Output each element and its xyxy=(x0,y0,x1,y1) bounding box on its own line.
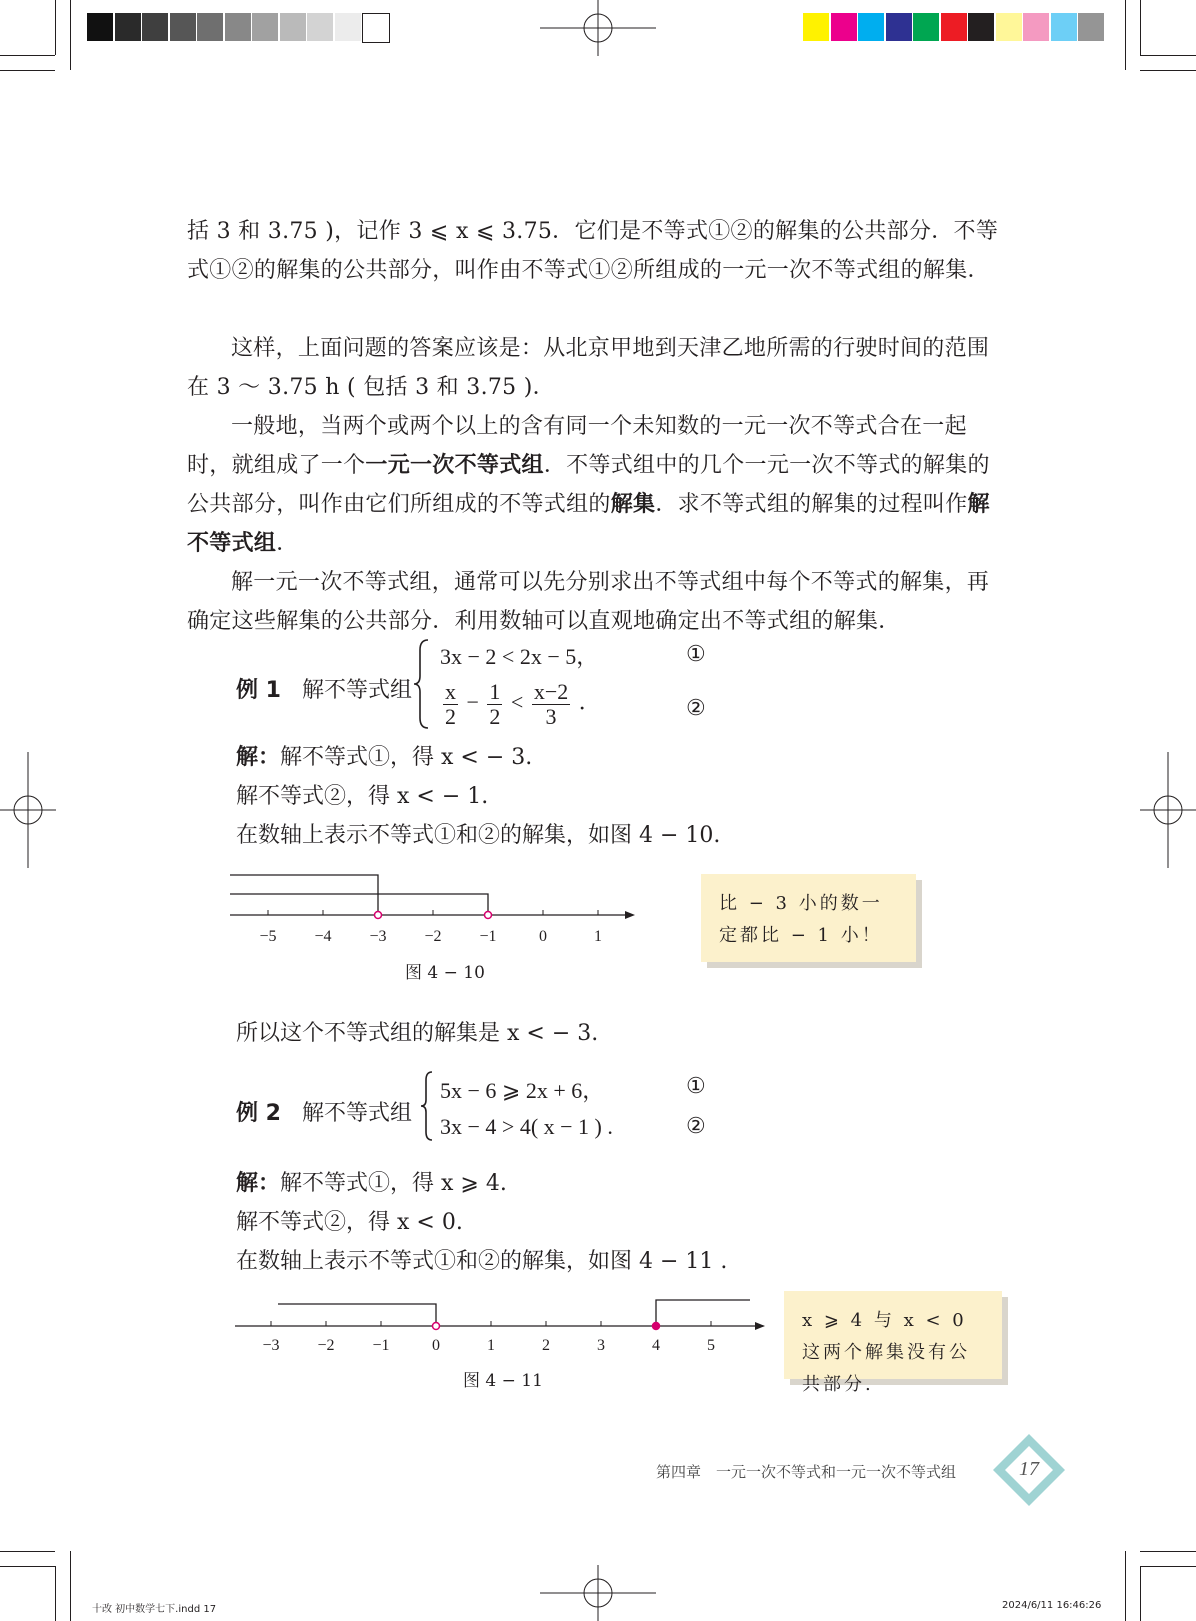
color-swatch xyxy=(115,13,141,41)
registration-mark-left xyxy=(0,752,56,868)
color-swatch xyxy=(252,13,278,41)
brace-icon xyxy=(420,1070,434,1142)
example-prompt: 解不等式组 xyxy=(302,1101,413,1126)
open-point xyxy=(375,912,382,919)
solution-line-3: 在数轴上表示不等式①和②的解集，如图 4 − 10. xyxy=(236,823,721,848)
text-span: ．求不等式组的解集的过程叫作 xyxy=(655,492,968,517)
solution-line-2: 解不等式②，得 x < 0. xyxy=(236,1210,463,1235)
note-card: x ⩾ 4 与 x < 0 这两个解集没有公共部分. xyxy=(784,1291,1002,1379)
color-swatch xyxy=(335,13,361,41)
marker-1: ① xyxy=(686,1074,706,1099)
tick-label: 1 xyxy=(487,1337,495,1352)
color-swatch xyxy=(280,13,306,41)
fraction xyxy=(532,680,570,729)
solution-line-3: 在数轴上表示不等式①和②的解集，如图 4 − 11 . xyxy=(236,1249,728,1274)
solution-range-2 xyxy=(230,894,488,915)
tick-label: 5 xyxy=(707,1337,715,1352)
open-point xyxy=(485,912,492,919)
color-swatch xyxy=(1023,13,1049,41)
tick-label: 0 xyxy=(539,928,547,945)
solution-range-1 xyxy=(230,875,378,915)
text-span: ．不等式组中的几个一元一次不等式的解集的公共部分，叫作由它们所组成的不等式组的 xyxy=(187,453,990,517)
fraction xyxy=(443,680,458,729)
tick-label: −2 xyxy=(317,1337,335,1352)
tick-label: 0 xyxy=(432,1337,440,1352)
term-solving-system: 解不等式组 xyxy=(187,492,990,556)
solution-line-1 xyxy=(236,1166,507,1197)
brace-icon xyxy=(412,638,430,730)
registration-mark-top xyxy=(540,0,656,56)
denominator: 2 xyxy=(489,704,501,729)
color-swatch xyxy=(87,13,113,41)
axis-arrow-icon xyxy=(625,911,635,919)
tick-label: −1 xyxy=(372,1337,390,1352)
numerator: x−2 xyxy=(533,679,569,704)
color-swatch xyxy=(197,13,223,41)
marker-1: ① xyxy=(686,642,706,667)
color-swatch xyxy=(831,13,857,41)
solution-label: 解： xyxy=(236,1171,281,1196)
color-swatch xyxy=(170,13,196,41)
text-span: ． xyxy=(276,531,299,556)
solution-line-2: 解不等式②，得 x < − 1. xyxy=(236,784,489,809)
term-inequality-system: 一元一次不等式组 xyxy=(365,453,544,478)
page-number: 17 xyxy=(1019,1458,1039,1480)
axis-arrow-icon xyxy=(755,1322,765,1330)
tick-label: −1 xyxy=(479,928,497,945)
inequality-2: 3x − 4 > 4( x − 1 ) . xyxy=(440,1114,613,1139)
closed-point xyxy=(653,1323,660,1330)
text-span: 一般地，当两个或两个以上的含有同一个未知数的一元一次不等式合在一起时，就组成了一个 xyxy=(187,414,967,478)
numerator: 1 xyxy=(489,679,501,704)
operator: < xyxy=(510,689,524,715)
registration-mark-bottom xyxy=(540,1565,656,1621)
tick-label: −2 xyxy=(424,928,442,945)
example-label: 例 2 xyxy=(236,1101,281,1126)
color-swatch xyxy=(1051,13,1077,41)
solution-text: 解不等式①，得 x < − 3. xyxy=(280,745,533,770)
color-swatch xyxy=(225,13,251,41)
color-swatch xyxy=(362,13,390,43)
term-solution-set: 解集 xyxy=(610,492,656,517)
color-swatch xyxy=(886,13,912,41)
solution-label: 解： xyxy=(236,745,281,770)
paragraph-solution-set-definition: 括 3 和 3.75 )，记作 3 ⩽ x ⩽ 3.75．它们是不等式①②的解集的公共部分．不等式①②的解集的公共部分，叫作由不等式①②所组成的一元一次不等式组的解集． xyxy=(187,219,999,283)
paragraph-answer: 这样，上面问题的答案应该是：从北京甲地到天津乙地所需的行驶时间的范围在 3 ～ 3.75 h ( 包括 3 和 3.75 )． xyxy=(187,336,990,400)
registration-mark-right xyxy=(1140,752,1196,868)
operator: ． xyxy=(578,689,601,715)
tick-label: −5 xyxy=(259,928,277,945)
color-swatch xyxy=(913,13,939,41)
tick-label: −4 xyxy=(314,928,332,945)
denominator: 2 xyxy=(445,704,456,729)
color-swatch xyxy=(1078,13,1104,41)
file-slug: 十改 初中数学七下.indd 17 xyxy=(92,1604,217,1615)
tick-label: −3 xyxy=(262,1337,280,1352)
color-swatch xyxy=(803,13,829,41)
color-swatch xyxy=(142,13,168,41)
solution-text: 解不等式①，得 x ⩾ 4. xyxy=(280,1171,507,1196)
example-prompt: 解不等式组 xyxy=(302,678,413,703)
print-timestamp: 2024/6/11 16:46:26 xyxy=(1002,1600,1102,1611)
solution-line-1 xyxy=(236,740,532,771)
inequality-2 xyxy=(440,680,601,729)
open-point xyxy=(433,1323,440,1330)
inequality-1: 5x − 6 ⩾ 2x + 6， xyxy=(440,1078,605,1103)
color-swatch xyxy=(996,13,1022,41)
tick-label: 1 xyxy=(594,928,602,945)
color-swatch xyxy=(968,13,994,41)
tick-label: 2 xyxy=(542,1337,550,1352)
color-swatch xyxy=(307,13,333,41)
marker-2: ② xyxy=(686,696,706,721)
solution-range-1 xyxy=(278,1304,436,1326)
color-swatch xyxy=(941,13,967,41)
tick-label: −3 xyxy=(369,928,387,945)
conclusion: 所以这个不等式组的解集是 x < − 3. xyxy=(236,1021,599,1046)
number-line-fig-4-11 xyxy=(230,1288,770,1352)
number-line-fig-4-10 xyxy=(230,868,640,948)
operator: − xyxy=(466,689,479,715)
inequality-1: 3x − 2 < 2x − 5， xyxy=(440,644,599,669)
example-label: 例 1 xyxy=(236,678,281,703)
figure-caption: 图 4 − 10 xyxy=(405,963,485,983)
numerator: x xyxy=(445,679,456,704)
color-swatch xyxy=(858,13,884,41)
denominator: 3 xyxy=(545,704,557,729)
paragraph-method: 解一元一次不等式组，通常可以先分别求出不等式组中每个不等式的解集，再确定这些解集的公共部分．利用数轴可以直观地确定出不等式组的解集． xyxy=(187,570,990,634)
chapter-title: 第四章 一元一次不等式和一元一次不等式组 xyxy=(656,1463,957,1481)
solution-range-2 xyxy=(656,1300,750,1326)
figure-caption: 图 4 − 11 xyxy=(463,1371,543,1391)
tick-label: 4 xyxy=(652,1337,660,1352)
tick-label: 3 xyxy=(597,1337,605,1352)
fraction xyxy=(487,680,502,729)
paragraph-system-definition xyxy=(187,407,1009,563)
marker-2: ② xyxy=(686,1114,706,1139)
note-card: 比 − 3 小的数一定都比 − 1 小！ xyxy=(701,874,916,962)
